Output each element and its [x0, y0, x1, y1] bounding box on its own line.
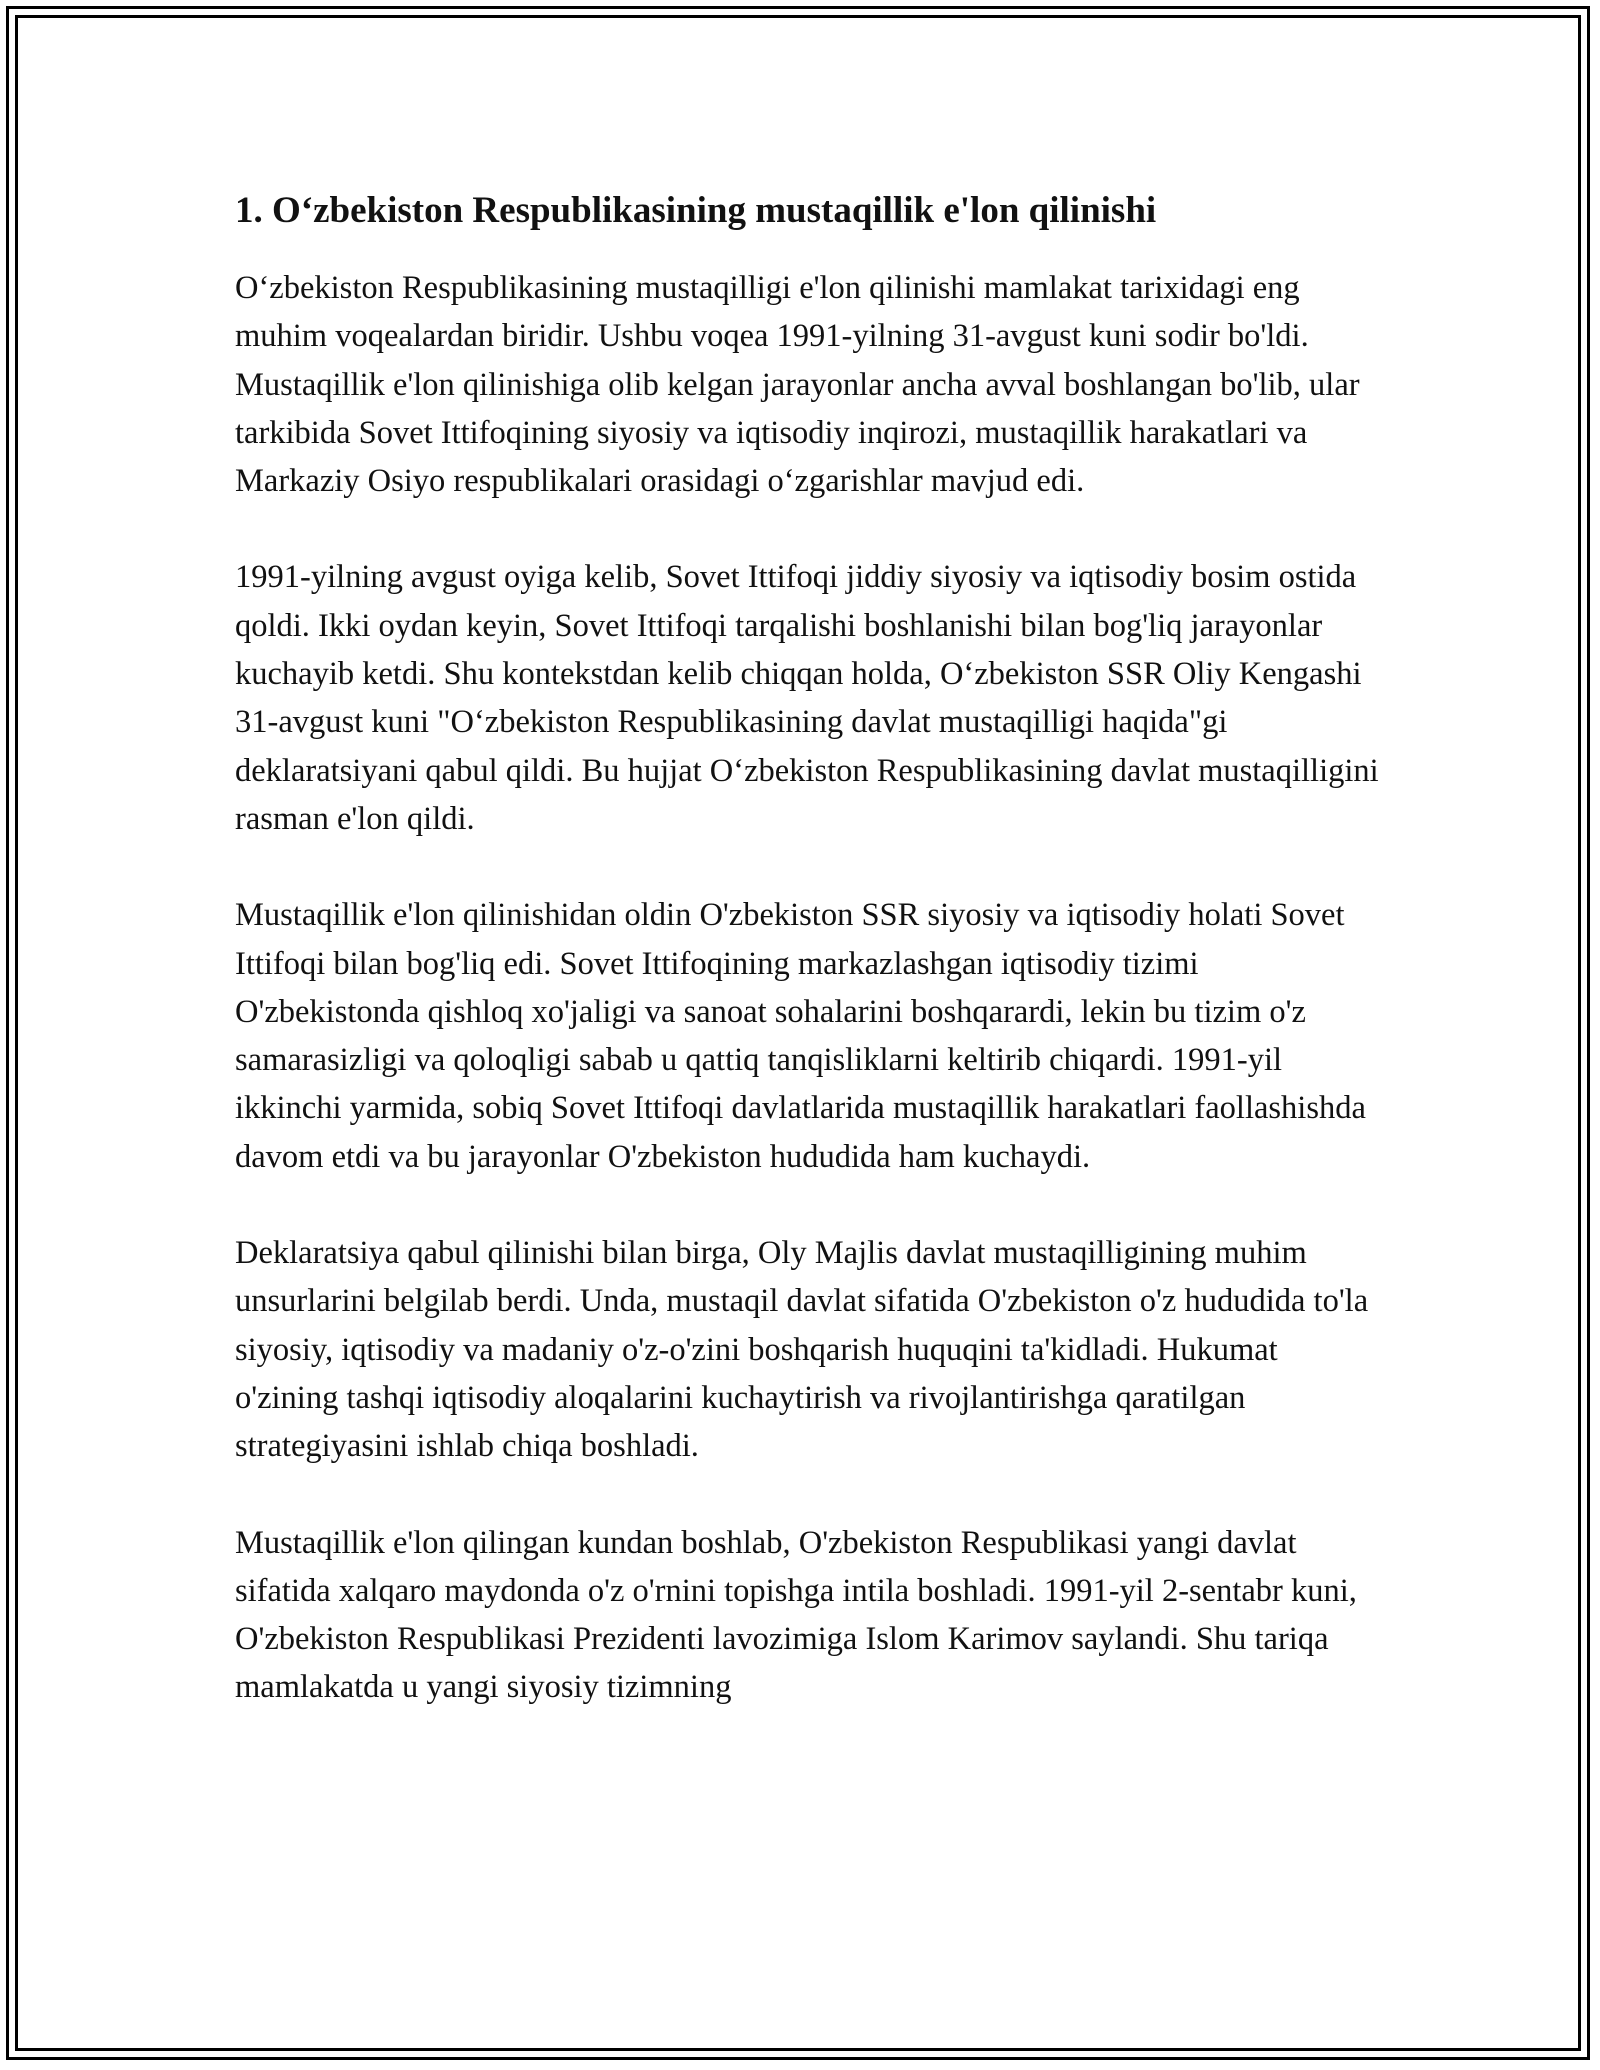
paragraph-3: Mustaqillik e'lon qilinishidan oldin O'zbekiston SSR siyosiy va iqtisodiy holati Sovet Ittifoqi bilan bog'liq edi. Sovet Ittifoqining markazlashgan iqtisodiy tizimi O'zbekistonda qishloq xo'jaligi va sanoat sohalarini boshqarardi, lekin bu tizim o'z samarasizligi va qoloqligi sabab u qattiq tanqisliklarni keltirib chiqardi. 1991-yil ikkinchi yarmida, sobiq Sovet Ittifoqi davlatlarida mustaqillik harakatlari faollashishda davom etdi va bu jarayonlar O'zbekiston hududida ham kuchaydi.: [235, 897, 1366, 1175]
paragraph-2: 1991-yilning avgust oyiga kelib, Sovet Ittifoqi jiddiy siyosiy va iqtisodiy bosim ostida qoldi. Ikki oydan keyin, Sovet Ittifoqi tarqalishi boshlanishi bilan bog'liq jarayonlar kuchayib ketdi. Shu kontekstdan kelib chiqqan holda, O‘zbekiston SSR Oliy Kengashi 31-avgust kuni "O‘zbekiston Respublikasining davlat mustaqilligi haqida"gi deklaratsiyani qabul qildi. Bu hujjat O‘zbekiston Respublikasining davlat mustaqilligini rasman e'lon qildi.: [235, 559, 1379, 837]
document-body: [235, 186, 1380, 1760]
paragraph-4: Deklaratsiya qabul qilinishi bilan birga, Oly Majlis davlat mustaqilligining muhim unsurlarini belgilab berdi. Unda, mustaqil davlat sifatida O'zbekiston o'z hududida to'la siyosiy, iqtisodiy va madaniy o'z-o'zini boshqarish huquqini ta'kidladi. Hukumat o'zining tashqi iqtisodiy aloqalarini kuchaytirish va rivojlantirishga qaratilgan strategiyasini ishlab chiqa boshladi.: [235, 1235, 1369, 1465]
page-title: 1. O‘zbekiston Respublikasining mustaqillik e'lon qilinishi: [235, 190, 1157, 231]
paragraph-5: Mustaqillik e'lon qilingan kundan boshlab, O'zbekiston Respublikasi yangi davlat sifatida xalqaro maydonda o'z o'rnini topishga intila boshladi. 1991-yil 2-sentabr kuni, O'zbekiston Respublikasi Prezidenti lavozimiga Islom Karimov saylandi. Shu tariqa mamlakatda u yangi siyosiy tizimning: [235, 1524, 1357, 1706]
paragraph-1: O‘zbekiston Respublikasining mustaqilligi e'lon qilinishi mamlakat tarixidagi eng muhim voqealardan biridir. Ushbu voqea 1991-yilning 31-avgust kuni sodir bo'ldi. Mustaqillik e'lon qilinishiga olib kelgan jarayonlar ancha avval boshlangan bo'lib, ular tarkibida Sovet Ittifoqining siyosiy va iqtisodiy inqirozi, mustaqillik harakatlari va Markaziy Osiyo respublikalari orasidagi o‘zgarishlar mavjud edi.: [235, 270, 1360, 500]
